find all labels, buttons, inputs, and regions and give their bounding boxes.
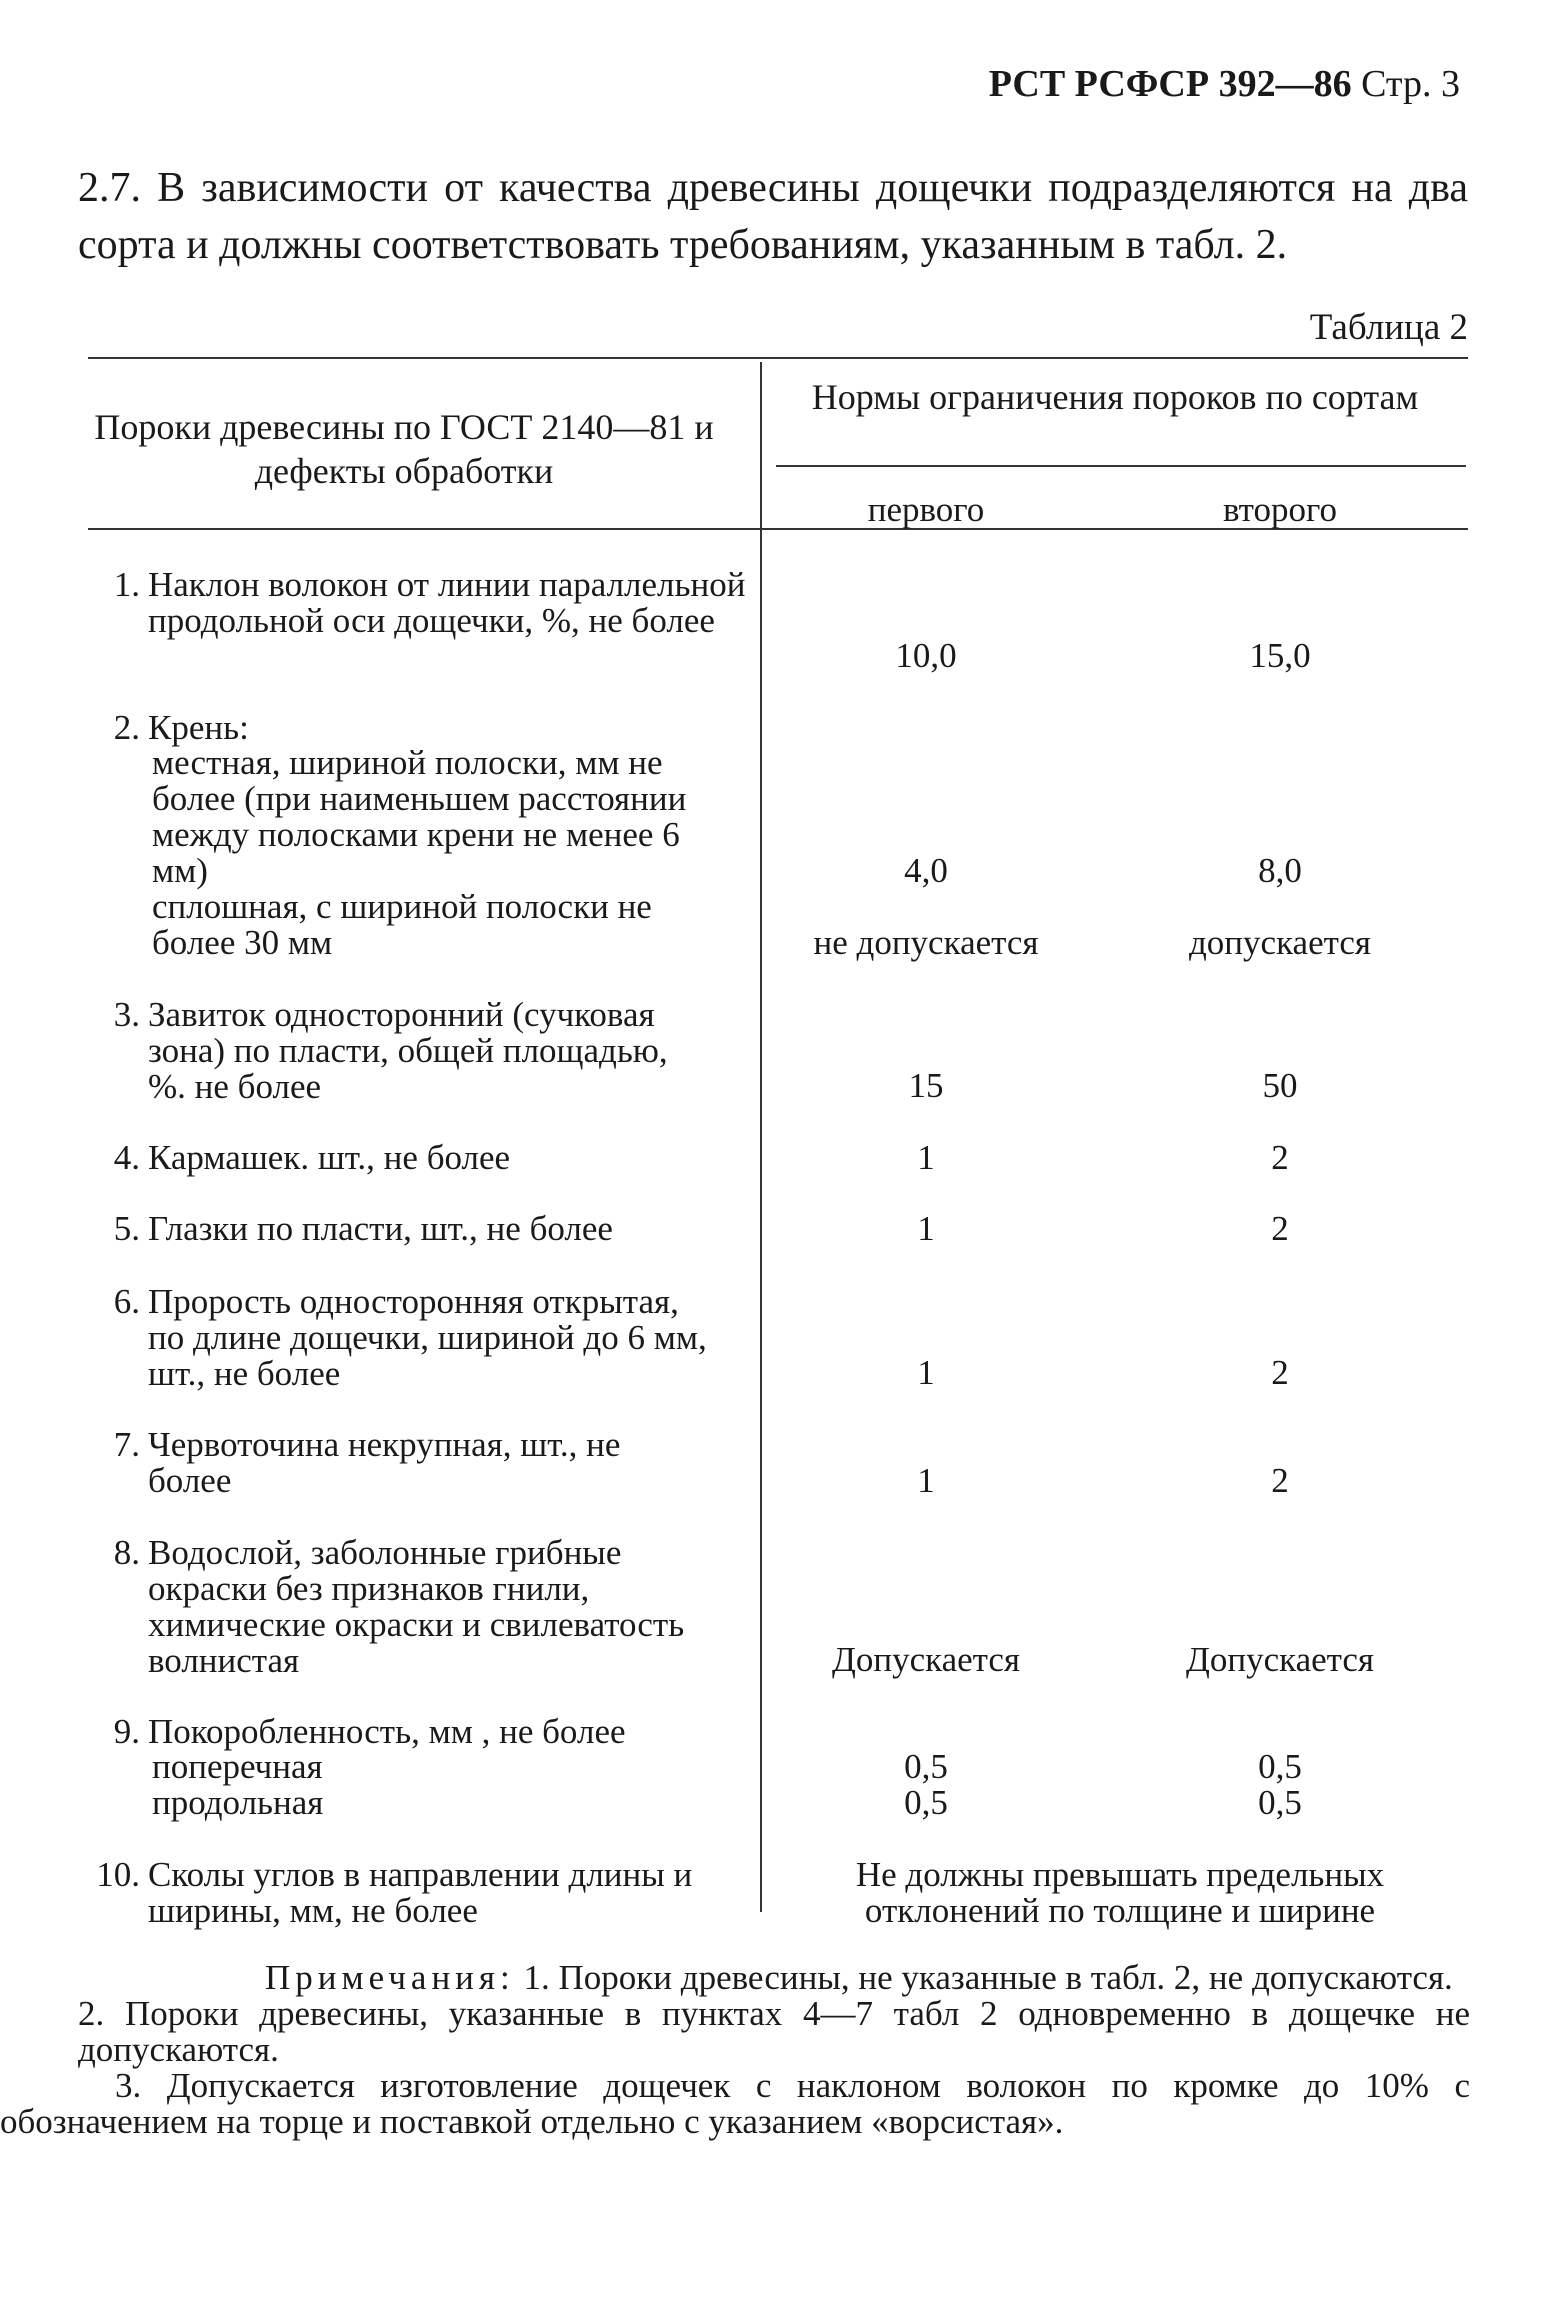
row-value-second: 2 (1271, 1353, 1289, 1392)
row-value-second: 8,0 (1258, 851, 1302, 890)
row-value-first: 10,0 (895, 636, 957, 675)
row-subitem: продольная (152, 1783, 324, 1822)
row-value-second: 0,5 (1258, 1747, 1302, 1786)
table-row: 7. Червоточина некрупная, шт., не более (113, 1425, 621, 1500)
table-row: 4. Кармашек. шт., не более (113, 1138, 511, 1177)
row-value-first: не допускается (813, 923, 1039, 962)
row-text: Сколы углов в направлении длины и ширины, мм, не более (148, 1855, 693, 1930)
notes-section (0, 1958, 1470, 2141)
row-value-first: 0,5 (904, 1747, 948, 1786)
note-1: Примечания: 1. Пороки древесины, не указанные в табл. 2, не допускаются. (265, 1958, 1453, 1997)
row-value-merged: Не должны превышать предельных отклонений по толщине и ширине (855, 1855, 1385, 1930)
row-value-second: 50 (1262, 1066, 1298, 1105)
table-caption: Таблица 2 (1309, 307, 1468, 348)
row-text: Червоточина некрупная, шт., не более (148, 1425, 621, 1500)
table-row: 3. Завиток односторонний (сучковая зона) по пласти, общей площадью, %. не более (113, 995, 668, 1106)
table-row: 9. Покоробленность, мм , не более (113, 1712, 626, 1751)
row-subitem: сплошная, с шириной полоски не более 30 мм (152, 887, 652, 962)
row-value-first: Допускается (831, 1640, 1021, 1679)
row-subitem: местная, шириной полоски, мм не более (при наименьшем расстоянии между полосками крени не менее 6 мм) (152, 743, 687, 890)
table-top-rule (88, 357, 1468, 359)
table-row: 8. Водослой, заболонные грибные окраски без признаков гнили, химические окраски и свилеватость волнистая (113, 1533, 685, 1680)
row-value-second: 2 (1271, 1138, 1289, 1177)
row-subitem: поперечная (152, 1747, 323, 1786)
page-header (989, 62, 1460, 106)
table-row: 1. Наклон волокон от линии параллельной продольной оси дощечки, %, не более (113, 565, 746, 640)
row-value-first: 1 (917, 1209, 935, 1248)
intro-paragraph: 2.7. В зависимости от качества древесины дощечки подразделяются на два сорта и должны соответствовать требованиям, указанным в табл. 2. (78, 165, 1468, 268)
row-text: Крень: (148, 708, 249, 747)
row-value-first: 0,5 (904, 1783, 948, 1822)
row-text: Завиток односторонний (сучковая зона) по пласти, общей площадью, %. не более (148, 995, 668, 1106)
note-2: 2. Пороки древесины, указанные в пунктах 4—7 табл 2 одновременно в дощечке не допускаются. (78, 1994, 1470, 2069)
row-text: Водослой, заболонные грибные окраски без признаков гнили, химические окраски и свилеватость волнистая (148, 1533, 685, 1680)
table-row: 6. Прорость односторонняя открытая, по длине дощечки, шириной до 6 мм, шт., не более (113, 1282, 707, 1393)
row-value-second: 15,0 (1249, 636, 1311, 675)
notes-label: Примечания: (265, 1958, 515, 1997)
row-value-second: 2 (1271, 1461, 1289, 1500)
row-value-first: 1 (917, 1461, 935, 1500)
row-value-second: допускается (1189, 923, 1371, 962)
row-text: Наклон волокон от линии параллельной продольной оси дощечки, %, не более (148, 565, 746, 640)
row-text: Глазки по пласти, шт., не более (148, 1209, 613, 1248)
table-row: 2. Крень: (113, 708, 249, 747)
table-row: 5. Глазки по пласти, шт., не более (113, 1209, 613, 1248)
row-value-second: Допускается (1185, 1640, 1375, 1679)
row-text: Кармашек. шт., не более (148, 1138, 511, 1177)
header-norms: Нормы ограничения пороков по сортам (811, 377, 1419, 417)
header-grade-second: второго (1223, 490, 1337, 529)
row-value-first: 1 (917, 1353, 935, 1392)
row-text: Прорость односторонняя открытая, по длине дощечки, шириной до 6 мм, шт., не более (148, 1282, 707, 1393)
table-row: 10. Сколы углов в направлении длины и ширины, мм, не более (96, 1855, 693, 1930)
row-value-second: 2 (1271, 1209, 1289, 1248)
note-3: 3. Допускается изготовление дощечек с наклоном волокон по кромке до 10% с обозначением на торце и поставкой отдельно с указанием «ворсистая». (0, 2066, 1470, 2141)
header-defects: Пороки древесины по ГОСТ 2140—81 и дефекты обработки (94, 407, 714, 491)
row-value-second: 0,5 (1258, 1783, 1302, 1822)
header-grade-first: первого (867, 490, 985, 529)
row-value-first: 1 (917, 1138, 935, 1177)
row-value-first: 15 (908, 1066, 944, 1105)
subheader-rule (776, 465, 1466, 467)
page-number: Стр. 3 (1361, 63, 1460, 105)
row-value-first: 4,0 (904, 851, 948, 890)
row-text: Покоробленность, мм , не более (148, 1712, 626, 1751)
standard-number: РСТ РСФСР 392—86 (988, 63, 1352, 105)
